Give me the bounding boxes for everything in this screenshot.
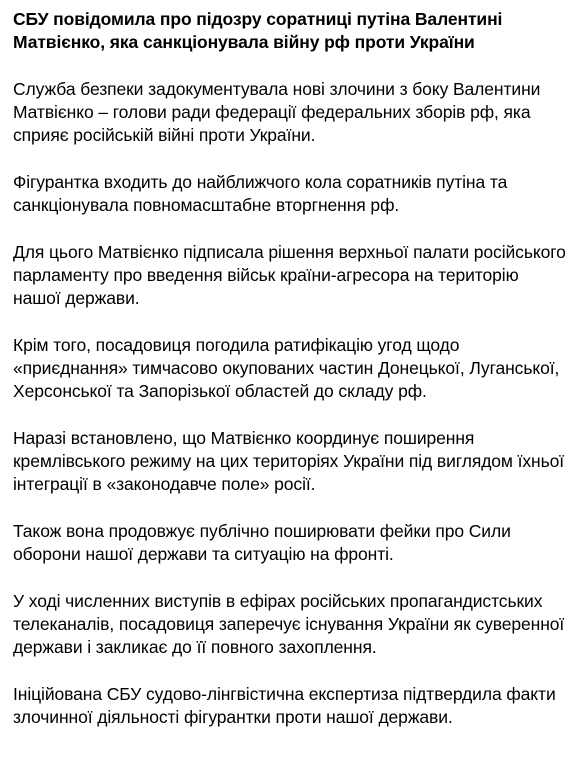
article-paragraph: Служба безпеки задокументувала нові злочини з боку Валентини Матвієнко – голови ради федерації федеральних зборів рф, яка сприяє російській війні проти України. [13,79,541,145]
article-paragraph: Наразі встановлено, що Матвієнко координує поширення кремлівського режиму на цих територіях України під виглядом їхньої інтеграції в «законодавче поле» росії. [13,428,565,494]
article-paragraph: Фігурантка входить до найближчого кола соратників путіна та санкціонувала повномасштабне вторгнення рф. [13,172,508,215]
article-paragraph: Також вона продовжує публічно поширювати фейки про Сили оборони нашої держави та ситуацію на фронті. [13,521,511,564]
article-paragraph: Крім того, посадовиця погодила ратифікацію угод щодо «приєднання» тимчасово окупованих частин Донецької, Луганської, Херсонської та Запорізької областей до складу рф. [13,335,560,401]
article-title: СБУ повідомила про підозру соратниці путіна Валентині Матвієнко, яка санкціонувала війну рф проти України [13,9,503,52]
article-paragraph: У ході численних виступів в ефірах російських пропагандистських телеканалів, посадовиця заперечує існування України як суверенної держави і закликає до її повного захоплення. [13,591,565,657]
article-paragraph: Для цього Матвієнко підписала рішення верхньої палати російського парламенту про введення військ країни-агресора на територію нашої держави. [13,242,566,308]
article-paragraph: Ініційована СБУ судово-лінгвістична експертиза підтвердила факти злочинної діяльності фігурантки проти нашої держави. [13,684,556,727]
